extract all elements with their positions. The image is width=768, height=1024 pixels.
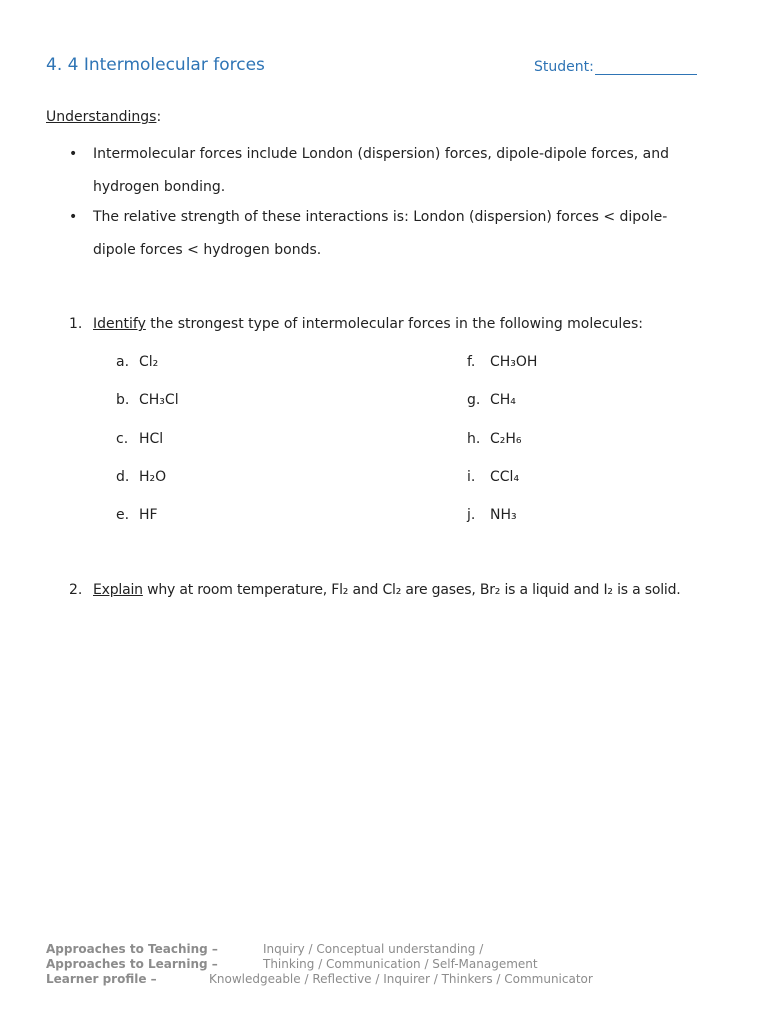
question-2-text [93,582,681,598]
footer-row [46,942,218,956]
question-verb: Explain [93,582,143,598]
bullet-text-line: hydrogen bonding. [93,179,226,195]
bullet-text-line: The relative strength of these interactions is: London (dispersion) forces < dipole- [93,209,668,225]
molecule-formula: CH₃OH [490,354,538,370]
molecule-letter: e. [116,507,130,523]
footer-label: Approaches to Teaching – [46,942,218,956]
molecule-letter: b. [116,392,130,408]
molecule-formula: C₂H₆ [490,431,522,447]
molecule-letter: a. [116,354,130,370]
molecule-letter: i. [467,469,476,485]
understandings-heading-colon: : [156,109,162,125]
molecule-letter: d. [116,469,130,485]
footer-label: Approaches to Learning – [46,957,218,971]
bullet-dot: • [69,209,78,225]
molecule-formula: HCl [139,431,164,447]
question-text: the strongest type of intermolecular forces in the following molecules: [145,316,643,332]
molecule-formula: CH₄ [490,392,516,408]
molecule-formula: H₂O [139,469,167,485]
footer-row [46,972,157,986]
molecule-letter: f. [467,354,476,370]
molecule-formula: HF [139,507,158,523]
understandings-heading [46,109,161,125]
molecule-formula: CCl₄ [490,469,520,485]
molecule-letter: c. [116,431,129,447]
footer-value: Thinking / Communication / Self-Management [263,957,538,971]
bullet-text-line: dipole forces < hydrogen bonds. [93,242,322,258]
student-label: Student: [534,59,594,75]
molecule-formula: NH₃ [490,507,517,523]
page-title: 4. 4 Intermolecular forces [46,55,265,75]
question-number: 2. [69,582,83,598]
footer-label: Learner profile – [46,972,157,986]
molecule-formula: Cl₂ [139,354,159,370]
student-blank-line[interactable] [595,60,697,75]
question-1-text [93,316,643,332]
student-field [534,59,697,75]
question-verb: Identify [93,316,146,332]
question-number: 1. [69,316,83,332]
molecule-formula: CH₃Cl [139,392,179,408]
bullet-dot: • [69,146,78,162]
question-text: why at room temperature, Fl₂ and Cl₂ are gases, Br₂ is a liquid and I₂ is a solid. [142,582,681,598]
molecule-letter: g. [467,392,481,408]
bullet-text-line: Intermolecular forces include London (dispersion) forces, dipole-dipole forces, and [93,146,670,162]
molecule-letter: j. [467,507,476,523]
molecule-letter: h. [467,431,481,447]
understandings-heading-text: Understandings [46,109,157,125]
footer-row [46,957,218,971]
footer-value: Inquiry / Conceptual understanding / [263,942,484,956]
footer-value: Knowledgeable / Reflective / Inquirer / Thinkers / Communicator [209,972,593,986]
